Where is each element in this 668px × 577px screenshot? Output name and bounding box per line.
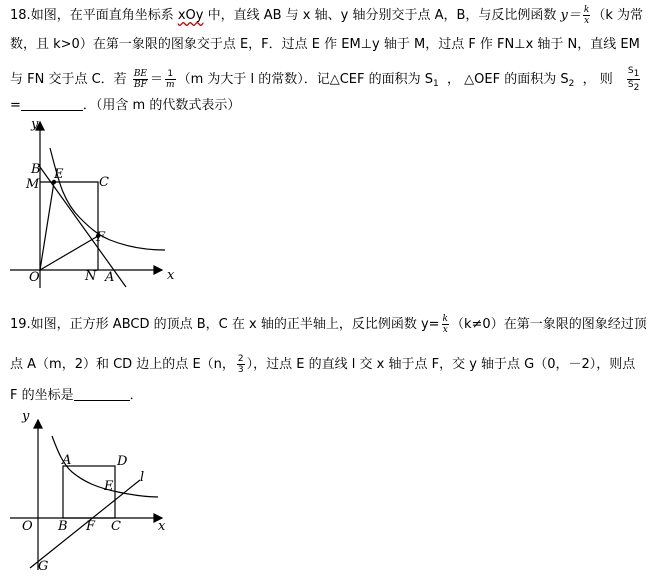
label-x-19: x [158,519,166,534]
label-f: F [96,230,106,245]
q19-line-1: 19.如图，正方形 ABCD 的顶点 B，C 在 x 轴的正半轴上，反比例函数 y= $\frac{k}{x}$ （k≠0）在第一象限的图象经过顶 [10,314,647,335]
fraction-1-over-m: $\frac{1}{m}$ [166,69,175,90]
label-g-19: G [38,559,49,574]
label-a-19: A [62,453,72,468]
fraction-be-over-bf: $\frac{BE}{BF}$ [133,69,147,90]
fraction-k-over-x-19: $\frac{k}{x}$ [442,314,449,335]
label-d-19: D [117,454,128,469]
q18-number: 18. [10,8,31,23]
label-l-19: l [140,470,145,485]
q19-line-2: 点 A（m，2）和 CD 边上的点 E（n， $\frac{2}{3}$ ），过点 E 的直线 l 交 x 轴于点 F，交 y 轴于点 G（0，－2），则点 [10,354,636,375]
label-o: O [29,270,40,285]
q19-line-3: F 的坐标是 ． [10,388,143,403]
fraction-k-over-x: $\frac{k}{x}$ [583,5,590,26]
label-c-19: C [111,519,121,534]
y-axis-arrow-19 [34,420,42,428]
label-b: B [31,162,41,177]
q18-line-4: = ．（用含 m 的代数式表示） [10,98,241,113]
label-e: E [54,167,64,182]
label-n: N [85,269,97,284]
label-y: y [31,117,39,132]
q18-line-1: 18.如图，在平面直角坐标系 xOy 中，直线 AB 与 x 轴、y 轴分别交于点 A，B，与反比例函数 y＝ $\frac{k}{x}$ （k 为常 [10,5,644,26]
q18-line-3: 与 FN 交于点 C．若 $\frac{BE}{BF}$ ＝ $\frac{1}{m}$ （m 为大于 l 的常数）．记△CEF 的面积为 $S_1$ ， △OEF 的面积为 $S_2$ ， 则 $\frac{S1}{S2}$ [10,66,640,93]
fraction-2-over-3: $\frac{2}{3}$ [237,354,244,375]
label-c: C [99,175,109,190]
spellcheck-word: xOy [177,8,204,23]
fraction-s1-over-s2: $\frac{S1}{S2}$ [627,66,640,93]
label-a: A [105,270,115,285]
q18-line-2: 数，且 k>0）在第一象限的图象交于点 E，F．过点 E 作 EM⊥y 轴于 M，过点 F 作 FN⊥x 轴于 N，直线 EM [10,37,640,52]
label-b-19: B [58,519,68,534]
label-o-19: O [22,519,33,534]
label-x: x [167,268,175,283]
label-e-19: E [104,479,114,494]
label-m: M [26,177,40,192]
label-y-19: y [22,409,30,424]
label-f-19: F [86,519,96,534]
